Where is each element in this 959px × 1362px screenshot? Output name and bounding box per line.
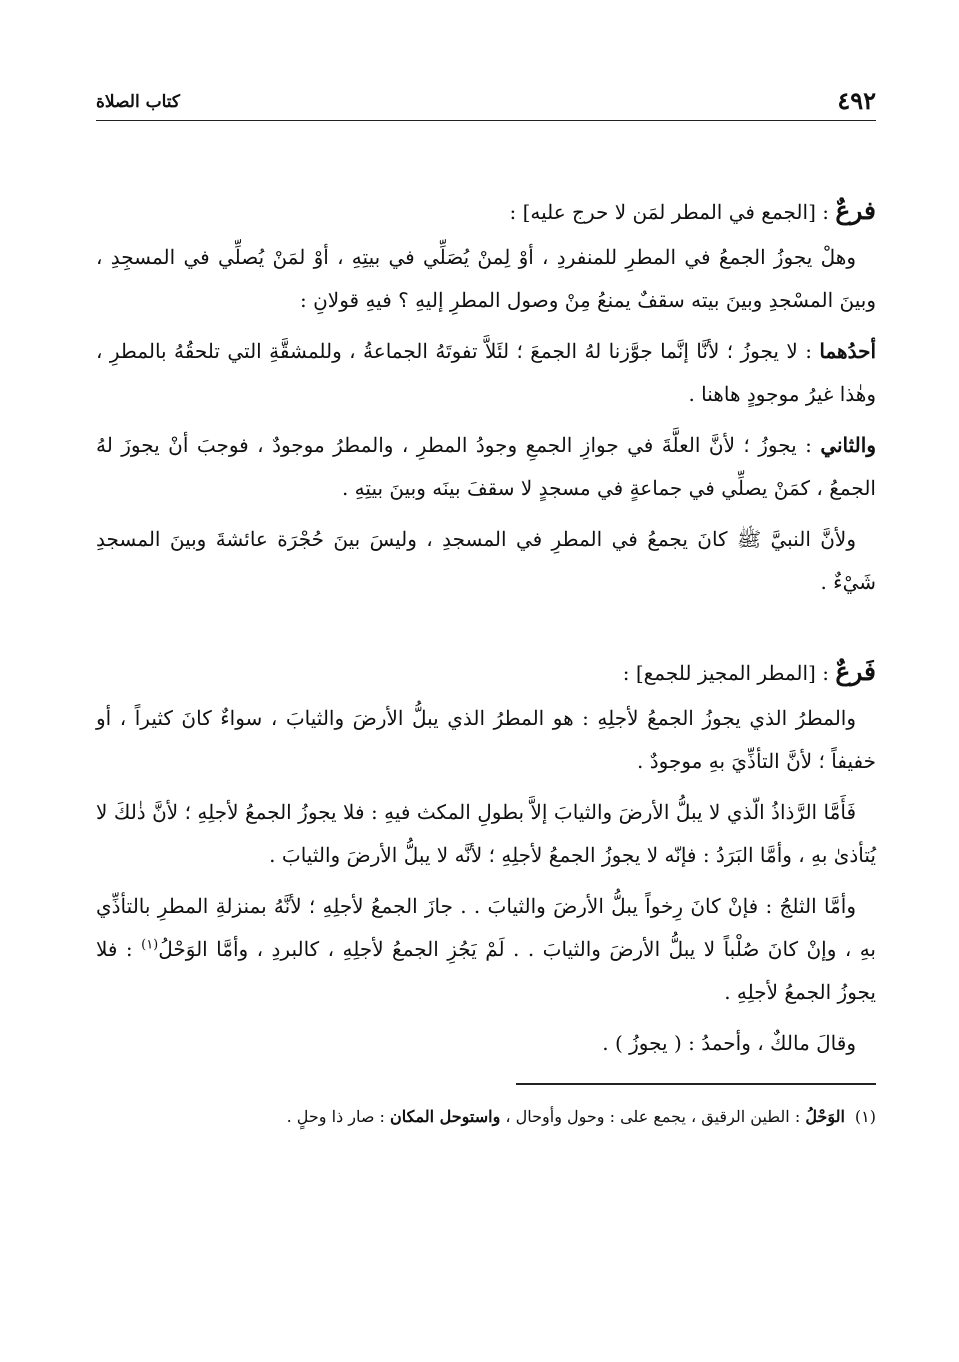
- paragraph: [96, 885, 876, 1014]
- opinion-text: : لا يجوزُ ؛ لأنَّا إنَّما جوَّزنا لهُ الجمعَ ؛ لئَلاَّ تفوتَهُ الجماعةُ ، وللمشقَّةِ التي تلحقُهُ بالمطرِ ، وهٰذا غيرُ موجودٍ هاهنا .: [96, 339, 876, 406]
- running-title: كتاب الصلاة: [96, 92, 181, 112]
- paragraph: وقالَ مالكٌ ، وأحمدُ : ( يجوزُ ) .: [602, 1031, 856, 1055]
- footnote-reference[interactable]: (١): [141, 937, 159, 953]
- paragraph: والمطرُ الذي يجوزُ الجمعُ لأجلِهِ : هو المطرُ الذي يبلُّ الأرضَ والثيابَ ، سواءٌ كانَ كثيراً ، أو خفيفاً ؛ لأنَّ التأذِّيَ بهِ موجودٌ .: [96, 706, 876, 773]
- paragraph: [96, 330, 876, 416]
- section-title: : [الجمع في المطر لمَن لا حرج عليه] :: [509, 200, 836, 224]
- paragraph: وهلْ يجوزُ الجمعُ في المطرِ للمنفردِ ، أوْ لِمنْ يُصَلِّي في بيتِهِ ، أوْ لمَنْ يُصلِّي في المسجِدِ ، وبينَ المسْجدِ وبينَ بيته سقفٌ يمنعُ مِنْ وصول المطرِ إليهِ ؟ فيهِ قولانِ :: [96, 245, 876, 312]
- book-page: [96, 80, 876, 1131]
- section-rain-combining: [96, 121, 876, 604]
- opinion-label: والثاني: [820, 433, 876, 457]
- footnote: [96, 1103, 876, 1131]
- section-qualifying-rain: [96, 612, 876, 1065]
- opinion-label: أحدُهما: [819, 339, 876, 363]
- section-title: : [المطر المجيز للجمع] :: [622, 661, 836, 685]
- opinion-text: : يجوزُ ؛ لأنَّ العلَّةَ في جوازِ الجمعِ وجودُ المطرِ ، والمطرُ موجودٌ ، فوجبَ أنْ يجوزَ لهُ الجمعُ ، كمَنْ يصلِّي في جماعةٍ في مسجدٍ لا سقفَ بينَه وبينَ بيتِهِ .: [96, 433, 876, 500]
- section-heading: [96, 650, 876, 695]
- section-label: فَرعٌ: [835, 657, 876, 686]
- page-header: [96, 80, 876, 121]
- main-text: [96, 121, 876, 1131]
- footnote-term: الوَحْلُ: [805, 1107, 845, 1126]
- paragraph-text: : فلا يجوزُ الجمعُ لأجلِهِ .: [96, 937, 876, 1004]
- footnote-text: : الطين الرقيق ، يجمع على : وحول وأوحال ،: [500, 1107, 806, 1126]
- footnote-term: واستوحل المكان: [390, 1107, 501, 1126]
- footnote-number: (١): [854, 1107, 876, 1126]
- paragraph: ولأنَّ النبيَّ ﷺ كانَ يجمعُ في المطرِ في المسجدِ ، وليسَ بينَ حُجْرَة عائشةَ وبينَ المسجدِ شَيْءٌ .: [96, 527, 876, 594]
- paragraph: [96, 424, 876, 510]
- footnote-divider: [516, 1083, 876, 1085]
- paragraph-text: وأمَّا الثلجُ : فإنْ كانَ رِخواً يبلُّ الأرضَ والثيابَ . . جازَ الجمعُ لأجلِهِ ؛ لأنَّهُ بمنزلةِ المطرِ بالتأذِّي بهِ ، وإنْ كانَ صُلْباً لا يبلُّ الأرضَ والثيابَ . . لَمْ يَجُزِ الجمعُ لأجلِهِ ، كالبردِ ، وأمَّا الوَحْلُ: [96, 894, 876, 961]
- section-label: فرعٌ: [835, 196, 876, 225]
- footnote-text: : صار ذا وحلٍ .: [286, 1107, 391, 1126]
- page-number: ٤٩٢: [837, 86, 876, 115]
- paragraph: فَأَمَّا الرَّذاذُ الّذي لا يبلُّ الأرضَ والثيابَ إلاَّ بطولِ المكث فيهِ : فلا يجوزُ الجمعُ لأجلِهِ ؛ لأنَّ ذٰلكَ لا يُتأذىٰ بهِ ، وأمَّا البَرَدُ : فإنّه لا يجوزُ الجمعُ لأجلِهِ ؛ لأنَّه لا يبلُّ الأرضَ والثيابَ .: [96, 800, 876, 867]
- section-heading: [96, 189, 876, 234]
